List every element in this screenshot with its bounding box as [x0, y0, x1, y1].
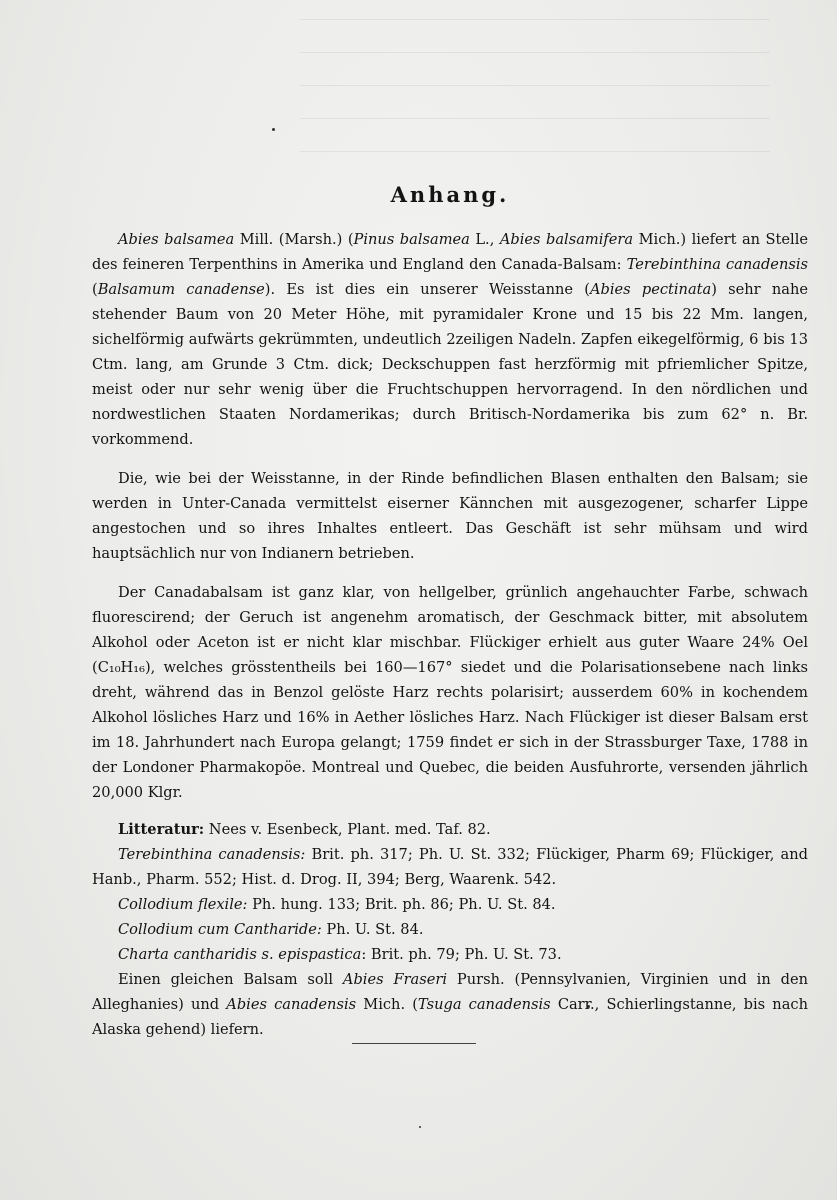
drug-name: Terebinthina canadensis — [626, 256, 808, 273]
species-name: Abies Fraseri — [342, 971, 448, 988]
paper-speck — [272, 128, 275, 131]
species-name: Abies canadensis — [226, 996, 357, 1013]
drug-name: Balsamum canadense — [97, 281, 265, 298]
closing-paragraph: Einen gleichen Balsam soll Abies Fraseri Pursh. (Pennsylvanien, Virginien und in den Alleghanies) und Abies canadensis Mich. (Tsuga canadensis Carr., Schierlingstanne, bis nach Alaska gehend) liefern. — [92, 971, 808, 1038]
paragraph-harvest: Die, wie bei der Weisstanne, in der Rinde befindlichen Blasen enthalten den Balsam; sie werden in Unter-Canada vermittelst eiserner Kännchen mit ausgezogener, scharfer Lippe angestochen und so ihres Inhaltes entleert. Das Geschäft ist sehr mühsam und wird hauptsächlich nur von Indianern betrieben. — [92, 470, 808, 562]
species-name: Abies pectinata — [589, 281, 712, 298]
paragraph-abies-balsamea: Abies balsamea Mill. (Marsh.) (Pinus balsamea L., Abies balsamifera Mich.) liefert an Stelle des feineren Terpenthins in Amerika und England den Canada-Balsam: Terebinthina canadensis (Balsamum canadense). Es ist dies ein unserer Weisstanne (Abies pectinata) sehr nahe stehender Baum von 20 Meter Höhe, mit pyramidaler Krone und 15 bis 22 Mm. langen, sichelförmig aufwärts gekrümmten, undeutlich 2zeiligen Nadeln. Zapfen eikegelförmig, 6 bis 13 Ctm. lang, am Grunde 3 Ctm. dick; Deckschuppen fast herzförmig mit pfriemlicher Spitze, meist oder nur sehr wenig über die Fruchtschuppen hervorragend. In den nördlichen und nordwestlichen Staaten Nordamerikas; durch Britisch-Nordamerika bis zum 62° n. Br. vorkommend. — [92, 231, 809, 448]
page-heading: Anhang. — [390, 182, 510, 207]
literature-ref: Collodium flexile: Ph. hung. 133; Brit. ph. 86; Ph. U. St. 84. — [118, 896, 556, 913]
literature-label: Litteratur: — [118, 821, 205, 838]
bleed-through-text — [300, 0, 770, 160]
literature-ref: Charta cantharidis s. epispastica: Brit. ph. 79; Ph. U. St. 73. — [118, 946, 562, 963]
literature-ref: Collodium cum Cantharide: Ph. U. St. 84. — [118, 921, 424, 938]
species-name: Abies balsamea — [118, 231, 235, 248]
document-body — [92, 182, 808, 1042]
paragraph-properties: Der Canadabalsam ist ganz klar, von hellgelber, grünlich angehauchter Farbe, schwach fluorescirend; der Geruch ist angenehm aromatisch, der Geschmack bitter, mit absolutem Alkohol oder Aceton ist er nicht klar mischbar. Flückiger erhielt aus guter Waare 24% Oel (C₁₀H₁₆), welches grösstentheils bei 160—167° siedet und die Polarisationsebene nach links dreht, während das in Benzol gelöste Harz rechts polarisirt; ausserdem 60% in kochendem Alkohol lösliches Harz und 16% in Aether lösliches Harz. Nach Flückiger ist dieser Balsam erst im 18. Jahrhundert nach Europa gelangt; 1759 findet er sich in der Strassburger Taxe, 1788 in der Londoner Pharmakopöe. Montreal und Quebec, die beiden Ausfuhrorte, versenden jährlich 20,000 Klgr. — [92, 584, 808, 801]
species-name: Tsuga canadensis — [417, 996, 551, 1013]
literature-ref: Terebinthina canadensis: Brit. ph. 317; Ph. U. St. 332; Flückiger, Pharm 69; Flückiger, and Hanb., Pharm. 552; Hist. d. Drog. II, 394; Berg, Waarenk. 542. — [92, 846, 808, 888]
literature-line: Litteratur: Nees v. Esenbeck, Plant. med. Taf. 82. — [118, 821, 491, 838]
section-end-rule — [352, 1043, 476, 1044]
species-name: Abies balsamifera — [499, 231, 634, 248]
paper-speck — [419, 1126, 421, 1128]
species-name: Pinus balsamea — [353, 231, 470, 248]
